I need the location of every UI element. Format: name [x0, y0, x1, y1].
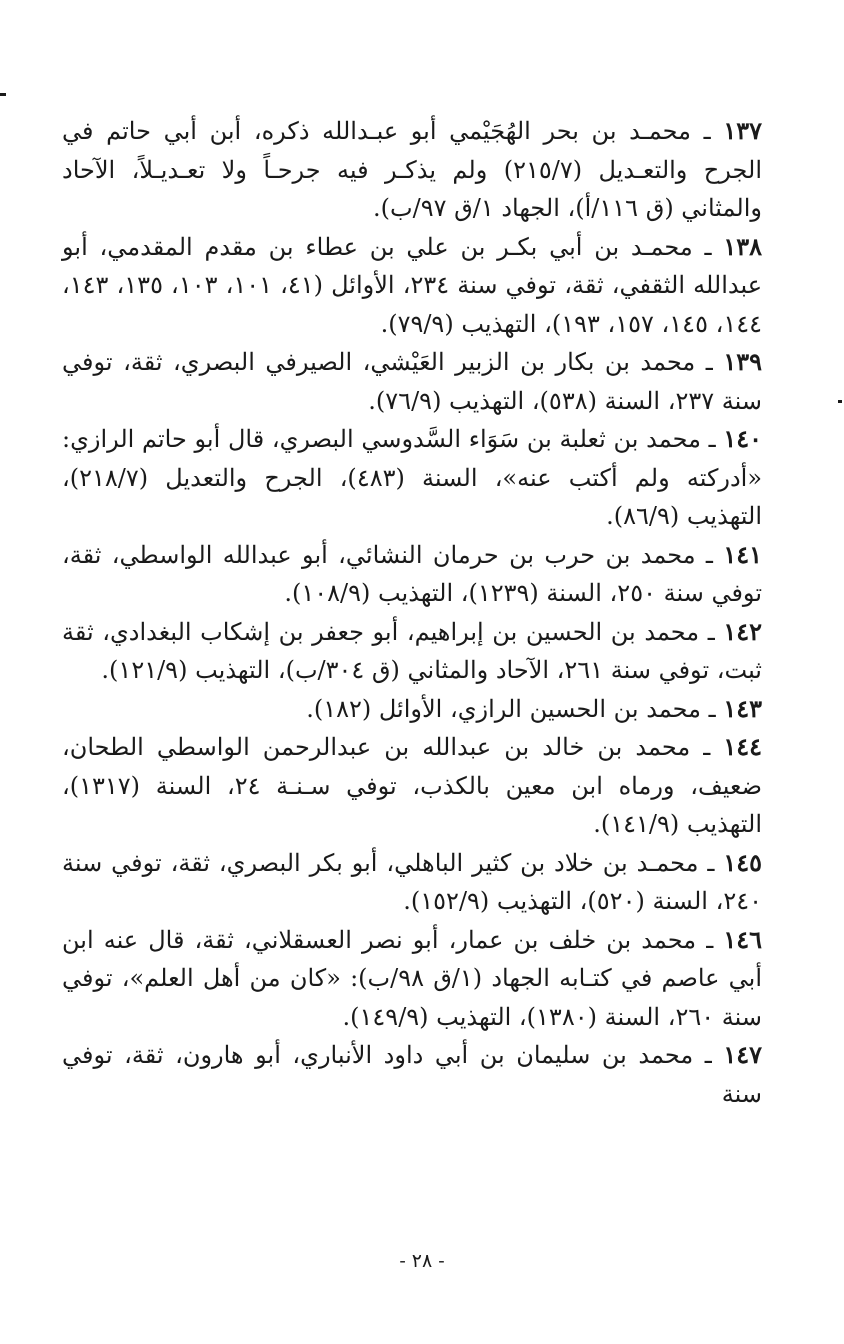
- entry-text: محمد بن ثعلبة بن سَوَاء السَّدوسي البصري، قال أبو حاتم الرازي: «أدركته ولم أكتب عنه»، السنة (٤٨٣)، الجرح والتعديل (٢١٨/٧)، التهذيب (٨٦/٩).: [62, 425, 762, 530]
- entry-text: محمد بن حرب بن حرمان النشائي، أبو عبدالله الواسطي، ثقة، توفي سنة ٢٥٠، السنة (١٢٣٩)، التهذيب (١٠٨/٩).: [62, 540, 762, 607]
- entry-146: ١٤٦ ـ محمد بن خلف بن عمار، أبو نصر العسقلاني، ثقة، قال عنه ابن أبي عاصم في كتـابه الجهاد (١/ق ٩٨/ب): «كان من أهل العلم»، توفي سنة ٢٦٠، السنة (١٣٨٠)، التهذيب (١٤٩/٩).: [62, 924, 763, 1031]
- entry-text: محمـد بن بحر الهُجَيْمي أبو عبـدالله ذكره، أبن أبي حاتم في الجرح والتعـديل (٢١٥/٧) ولم يذكـر فيه جرحـاً ولا تعـديـلاً، الآحاد والمثاني (ق ١١٦/أ)، الجهاد ١/ق ٩٧/ب).: [62, 117, 763, 222]
- entry-139: ١٣٩ ـ محمد بن بكار بن الزبير العَيْشي، الصيرفي البصري، ثقة، توفي سنة ٢٣٧، السنة (٥٣٨)، التهذيب (٧٦/٩).: [62, 347, 762, 415]
- entry-140: ١٤٠ ـ محمد بن ثعلبة بن سَوَاء السَّدوسي البصري، قال أبو حاتم الرازي: «أدركته ولم أكتب عنه»، السنة (٤٨٣)، الجرح والتعديل (٢١٨/٧)، التهذيب (٨٦/٩).: [62, 424, 763, 530]
- entry-number: ١٤٢: [723, 616, 762, 646]
- entry-137: ١٣٧ ـ محمـد بن بحر الهُجَيْمي أبو عبـدالله ذكره، أبن أبي حاتم في الجرح والتعـديل (٢١٥/٧) ولم يذكـر فيه جرحـاً ولا تعـديـلاً، الآحاد والمثاني (ق ١١٦/أ)، الجهاد ١/ق ٩٧/ب).: [62, 116, 763, 222]
- entry-142: ١٤٢ ـ محمد بن الحسين بن إبراهيم، أبو جعفر بن إشكاب البغدادي، ثقة ثبت، توفي سنة ٢٦١، الآحاد والمثاني (ق ٣٠٤/ب)، التهذيب (١٢١/٩).: [62, 616, 762, 684]
- entry-text: محمد بن بكار بن الزبير العَيْشي، الصيرفي البصري، ثقة، توفي سنة ٢٣٧، السنة (٥٣٨)، التهذيب (٧٦/٩).: [62, 348, 762, 415]
- entry-number: ١٣٩: [723, 347, 762, 376]
- entry-text: محمد بن الحسين بن إبراهيم، أبو جعفر بن إشكاب البغدادي، ثقة ثبت، توفي سنة ٢٦١، الآحاد والمثاني (ق ٣٠٤/ب)، التهذيب (١٢١/٩).: [62, 617, 762, 684]
- entry-147: ١٤٧ ـ محمد بن سليمان بن أبي داود الأنباري، أبو هارون، ثقة، توفي سنة: [62, 1040, 762, 1108]
- entry-number: ١٣٨: [723, 231, 762, 261]
- entry-text: محمد بن خلف بن عمار، أبو نصر العسقلاني، ثقة، قال عنه ابن أبي عاصم في كتـابه الجهاد (١/ق ٩٨/ب): «كان من أهل العلم»، توفي سنة ٢٦٠، السنة (١٣٨٠)، التهذيب (١٤٩/٩).: [62, 925, 763, 1031]
- entry-number: ١٤٥: [723, 847, 762, 877]
- entry-138: ١٣٨ ـ محمـد بن أبي بكـر بن علي بن عطاء بن مقدم المقدمي، أبو عبدالله الثقفي، ثقة، توفي سنة ٢٣٤، الأوائل (٤١، ١٠١، ١٠٣، ١٣٥، ١٤٣، ١٤٤، ١٤٥، ١٥٧، ١٩٣)، التهذيب (٧٩/٩).: [62, 231, 763, 338]
- entry-number: ١٤٣: [723, 693, 762, 723]
- entry-text: محمـد بن أبي بكـر بن علي بن عطاء بن مقدم المقدمي، أبو عبدالله الثقفي، ثقة، توفي سنة ٢٣٤، الأوائل (٤١، ١٠١، ١٠٣، ١٣٥، ١٤٣، ١٤٤، ١٤٥، ١٥٧، ١٩٣)، التهذيب (٧٩/٩).: [62, 232, 763, 338]
- entry-number: ١٤١: [723, 539, 762, 569]
- entry-text: محمد بن الحسين الرازي، الأوائل (١٨٢).: [306, 694, 702, 723]
- scan-edge-mark: [838, 400, 842, 403]
- entry-number: ١٤٦: [723, 924, 762, 954]
- entry-text: محمد بن خالد بن عبدالله بن عبدالرحمن الواسطي الطحان، ضعيف، ورماه ابن معين بالكذب، توفي سـنـة ٢٤، السنة (١٣١٧)، التهذيب (١٤١/٩).: [62, 733, 762, 838]
- entry-143: ١٤٣ ـ محمد بن الحسين الرازي، الأوائل (١٨٢).: [306, 693, 762, 723]
- entry-number: ١٤٧: [723, 1040, 762, 1069]
- page-body: [62, 112, 762, 1113]
- scan-edge-mark: [0, 93, 6, 96]
- entry-number: ١٤٠: [723, 424, 763, 453]
- entry-144: ١٤٤ ـ محمد بن خالد بن عبدالله بن عبدالرحمن الواسطي الطحان، ضعيف، ورماه ابن معين بالكذب، توفي سـنـة ٢٤، السنة (١٣١٧)، التهذيب (١٤١/٩).: [62, 732, 763, 838]
- entry-number: ١٣٧: [723, 116, 762, 145]
- entry-145: ١٤٥ ـ محمـد بن خلاد بن كثير الباهلي، أبو بكر البصري، ثقة، توفي سنة ٢٤٠، السنة (٥٢٠)، التهذيب (١٥٢/٩).: [62, 847, 762, 915]
- entry-141: ١٤١ ـ محمد بن حرب بن حرمان النشائي، أبو عبدالله الواسطي، ثقة، توفي سنة ٢٥٠، السنة (١٢٣٩)، التهذيب (١٠٨/٩).: [62, 539, 762, 607]
- entry-number: ١٤٤: [723, 732, 763, 761]
- entry-text: محمـد بن خلاد بن كثير الباهلي، أبو بكر البصري، ثقة، توفي سنة ٢٤٠، السنة (٥٢٠)، التهذيب (١٥٢/٩).: [62, 848, 762, 915]
- page-number: - ٢٨ -: [399, 1250, 445, 1272]
- entry-text: محمد بن سليمان بن أبي داود الأنباري، أبو هارون، ثقة، توفي سنة: [62, 1041, 762, 1108]
